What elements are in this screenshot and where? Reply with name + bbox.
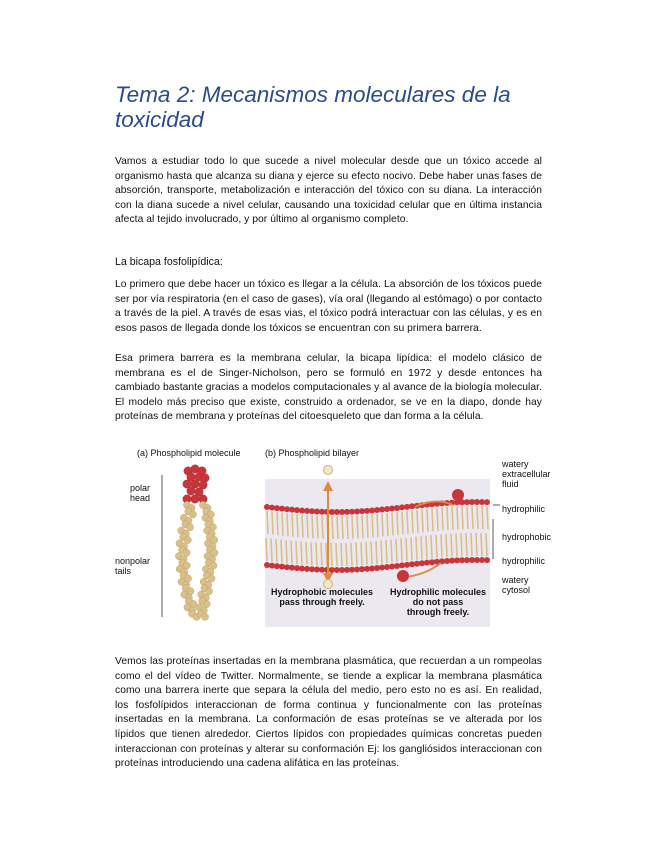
paragraph-membrane: Esa primera barrera es la membrana celular, la bicapa lipídica: el modelo clásico de membrana es el de Singer-Nicholson, pero se formuló en 1972 y desde entonces ha cambiado bastante gracias a modelos computacionales y al avance de la biología molecular. El modelo más preciso que existe, construido a ordenador, se ve en la diapo, donde hay proteínas de membrana y proteínas del citoesqueleto que dan forma a la célula. bbox=[115, 353, 542, 423]
figure-label-a: (a) Phospholipid molecule bbox=[137, 448, 241, 458]
watery-extracellular-label: watery extracellular fluid bbox=[502, 459, 551, 489]
hydrophobic-molecule bbox=[324, 466, 333, 475]
bilayer-figure bbox=[115, 447, 552, 627]
polar-head-label: polar head bbox=[130, 483, 151, 503]
paragraph-proteins: Vemos las proteínas insertadas en la membrana plasmática, que recuerdan a un rompeolas como el del vídeo de Twitter. Normalmente, se tiende a explicar la membrana plasmática como una barrera inerte que separa la célula del medio, pero esto no es así. En realidad, los fosfolípidos interaccionan de forma continua y funcionalmente con las proteínas insertadas en la membrana. La conformación de esas proteínas se ve alterada por los lípidos que tienen alrededor. Ciertos lípidos con propiedades químicas concretas pueden interaccionan con proteínas y alterar su conformación Ej: los gangliósidos interaccionan con proteínas introduciendo una cadena alifática en las proteínas. bbox=[115, 656, 542, 770]
phospholipid-molecule bbox=[175, 465, 218, 621]
hydrophilic-caption: Hydrophilic molecules do not pass through freely. bbox=[390, 587, 487, 617]
hydrophilic-bottom-label: hydrophilic bbox=[502, 556, 546, 566]
watery-cytosol-label: watery cytosol bbox=[502, 575, 531, 595]
hydrophobic-caption: Hydrophobic molecules pass through freely. bbox=[271, 587, 374, 607]
hydrophilic-top-label: hydrophilic bbox=[502, 504, 546, 514]
hydrophobic-label: hydrophobic bbox=[502, 532, 552, 542]
section-heading: La bicapa fosfolipídica: bbox=[115, 256, 223, 268]
intro-paragraph: Vamos a estudiar todo lo que sucede a nivel molecular desde que un tóxico accede al organismo hasta que alcanza su diana y ejerce su efecto nocivo. Debe haber unas fases de absorción, transporte, metabolización e interacción del tóxico con su diana. La interacción con la diana sucede a nivel celular, causando una toxicidad celular que en última instancia afecta al tejido involucrado, y por último al organismo completo. bbox=[115, 156, 542, 226]
page-title: Tema 2: Mecanismos moleculares de la toxicidad bbox=[115, 82, 511, 132]
figure-label-b: (b) Phospholipid bilayer bbox=[265, 448, 360, 458]
paragraph-absorption: Lo primero que debe hacer un tóxico es llegar a la célula. La absorción de los tóxicos puede ser por vía respiratoria (en el caso de gases), vía oral (llegando al estómago) o por contacto a través de la piel. A través de esas vias, el tóxico podrá interactuar con las células, y es en esos pasos de llegada donde los tóxicos se encuentran con su primera barrera. bbox=[115, 279, 542, 334]
nonpolar-tails-label: nonpolar tails bbox=[115, 556, 151, 576]
hydrophilic-molecule bbox=[452, 489, 464, 501]
